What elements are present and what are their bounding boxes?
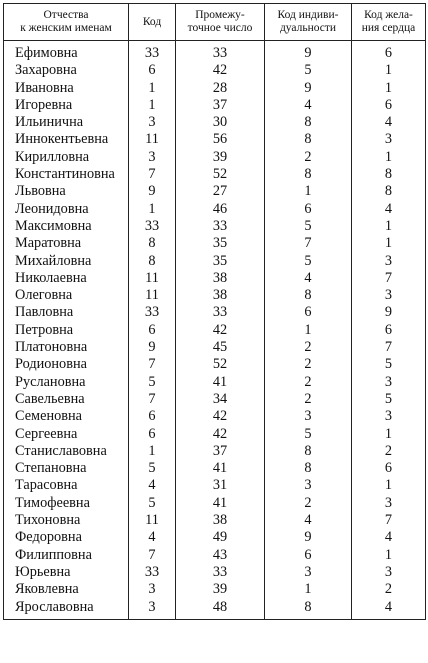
cell-patronymic: Тимофеевна [4, 495, 129, 512]
cell-heart-desire-code: 2 [352, 443, 426, 460]
cell-code: 1 [129, 443, 176, 460]
header-heart-desire-code: Код жела- ния сердца [352, 4, 426, 41]
cell-individuality-code: 4 [265, 270, 352, 287]
cell-heart-desire-code: 1 [352, 426, 426, 443]
cell-patronymic: Максимовна [4, 218, 129, 235]
cell-code: 7 [129, 391, 176, 408]
cell-patronymic: Ярославовна [4, 599, 129, 620]
cell-code: 6 [129, 62, 176, 79]
cell-code: 3 [129, 149, 176, 166]
table-row [4, 529, 426, 546]
cell-code: 1 [129, 201, 176, 218]
cell-intermediate-number: 46 [176, 201, 265, 218]
table-row [4, 166, 426, 183]
table-row [4, 477, 426, 494]
cell-individuality-code: 8 [265, 460, 352, 477]
cell-intermediate-number: 37 [176, 97, 265, 114]
table-row [4, 114, 426, 131]
cell-heart-desire-code: 1 [352, 218, 426, 235]
cell-code: 7 [129, 166, 176, 183]
table-row [4, 495, 426, 512]
patronymic-codes-table [3, 3, 426, 620]
cell-code: 11 [129, 131, 176, 148]
cell-patronymic: Родионовна [4, 356, 129, 373]
cell-intermediate-number: 42 [176, 426, 265, 443]
cell-individuality-code: 6 [265, 547, 352, 564]
cell-heart-desire-code: 1 [352, 149, 426, 166]
cell-code: 4 [129, 529, 176, 546]
header-row [4, 4, 426, 41]
cell-patronymic: Иннокентьевна [4, 131, 129, 148]
table-row [4, 97, 426, 114]
cell-intermediate-number: 41 [176, 374, 265, 391]
cell-individuality-code: 2 [265, 391, 352, 408]
cell-code: 11 [129, 512, 176, 529]
cell-individuality-code: 1 [265, 581, 352, 598]
table-row [4, 80, 426, 97]
cell-intermediate-number: 27 [176, 183, 265, 200]
table-row [4, 512, 426, 529]
cell-patronymic: Тихоновна [4, 512, 129, 529]
cell-code: 9 [129, 339, 176, 356]
cell-code: 1 [129, 80, 176, 97]
cell-patronymic: Савельевна [4, 391, 129, 408]
cell-intermediate-number: 52 [176, 356, 265, 373]
cell-individuality-code: 4 [265, 512, 352, 529]
cell-intermediate-number: 56 [176, 131, 265, 148]
cell-intermediate-number: 42 [176, 62, 265, 79]
cell-patronymic: Федоровна [4, 529, 129, 546]
cell-heart-desire-code: 1 [352, 80, 426, 97]
cell-individuality-code: 6 [265, 304, 352, 321]
cell-patronymic: Леонидовна [4, 201, 129, 218]
cell-intermediate-number: 41 [176, 495, 265, 512]
table-row [4, 235, 426, 252]
cell-code: 33 [129, 304, 176, 321]
cell-individuality-code: 2 [265, 374, 352, 391]
table-row [4, 356, 426, 373]
table-row [4, 547, 426, 564]
cell-heart-desire-code: 3 [352, 131, 426, 148]
table-row [4, 391, 426, 408]
table-row [4, 374, 426, 391]
cell-intermediate-number: 33 [176, 564, 265, 581]
table-row [4, 253, 426, 270]
cell-patronymic: Петровна [4, 322, 129, 339]
cell-patronymic: Львовна [4, 183, 129, 200]
cell-individuality-code: 1 [265, 183, 352, 200]
table-row [4, 41, 426, 63]
cell-code: 6 [129, 426, 176, 443]
table-row [4, 426, 426, 443]
cell-intermediate-number: 42 [176, 322, 265, 339]
cell-code: 9 [129, 183, 176, 200]
cell-code: 6 [129, 322, 176, 339]
cell-heart-desire-code: 6 [352, 41, 426, 63]
cell-intermediate-number: 38 [176, 287, 265, 304]
cell-code: 8 [129, 235, 176, 252]
cell-heart-desire-code: 4 [352, 114, 426, 131]
cell-patronymic: Ивановна [4, 80, 129, 97]
cell-intermediate-number: 43 [176, 547, 265, 564]
cell-heart-desire-code: 2 [352, 581, 426, 598]
cell-individuality-code: 8 [265, 599, 352, 620]
table-row [4, 564, 426, 581]
cell-individuality-code: 5 [265, 426, 352, 443]
cell-intermediate-number: 39 [176, 581, 265, 598]
cell-individuality-code: 8 [265, 114, 352, 131]
cell-intermediate-number: 28 [176, 80, 265, 97]
cell-patronymic: Ильинична [4, 114, 129, 131]
cell-individuality-code: 2 [265, 149, 352, 166]
cell-individuality-code: 8 [265, 131, 352, 148]
cell-individuality-code: 5 [265, 62, 352, 79]
cell-patronymic: Константиновна [4, 166, 129, 183]
cell-intermediate-number: 33 [176, 41, 265, 63]
table-row [4, 201, 426, 218]
cell-heart-desire-code: 3 [352, 564, 426, 581]
cell-heart-desire-code: 8 [352, 183, 426, 200]
cell-code: 11 [129, 270, 176, 287]
cell-heart-desire-code: 7 [352, 270, 426, 287]
cell-intermediate-number: 34 [176, 391, 265, 408]
cell-intermediate-number: 35 [176, 253, 265, 270]
cell-heart-desire-code: 1 [352, 547, 426, 564]
cell-heart-desire-code: 9 [352, 304, 426, 321]
cell-heart-desire-code: 1 [352, 62, 426, 79]
table-row [4, 339, 426, 356]
cell-patronymic: Степановна [4, 460, 129, 477]
cell-intermediate-number: 37 [176, 443, 265, 460]
cell-intermediate-number: 48 [176, 599, 265, 620]
cell-intermediate-number: 45 [176, 339, 265, 356]
cell-heart-desire-code: 3 [352, 253, 426, 270]
cell-intermediate-number: 52 [176, 166, 265, 183]
cell-individuality-code: 5 [265, 253, 352, 270]
cell-heart-desire-code: 4 [352, 599, 426, 620]
table-row [4, 270, 426, 287]
cell-patronymic: Ефимовна [4, 41, 129, 63]
cell-patronymic: Филипповна [4, 547, 129, 564]
cell-code: 5 [129, 374, 176, 391]
cell-individuality-code: 9 [265, 529, 352, 546]
header-individuality-code: Код индиви- дуальности [265, 4, 352, 41]
cell-intermediate-number: 33 [176, 304, 265, 321]
cell-code: 33 [129, 41, 176, 63]
cell-code: 7 [129, 547, 176, 564]
cell-individuality-code: 4 [265, 97, 352, 114]
cell-intermediate-number: 39 [176, 149, 265, 166]
cell-intermediate-number: 38 [176, 270, 265, 287]
cell-heart-desire-code: 4 [352, 201, 426, 218]
table-row [4, 149, 426, 166]
cell-code: 3 [129, 599, 176, 620]
cell-individuality-code: 9 [265, 41, 352, 63]
cell-code: 5 [129, 495, 176, 512]
cell-intermediate-number: 30 [176, 114, 265, 131]
cell-code: 33 [129, 564, 176, 581]
cell-individuality-code: 3 [265, 564, 352, 581]
cell-patronymic: Игоревна [4, 97, 129, 114]
cell-individuality-code: 1 [265, 322, 352, 339]
cell-heart-desire-code: 6 [352, 460, 426, 477]
cell-intermediate-number: 41 [176, 460, 265, 477]
cell-intermediate-number: 38 [176, 512, 265, 529]
cell-patronymic: Тарасовна [4, 477, 129, 494]
cell-code: 8 [129, 253, 176, 270]
cell-heart-desire-code: 3 [352, 408, 426, 425]
cell-heart-desire-code: 3 [352, 287, 426, 304]
cell-heart-desire-code: 4 [352, 529, 426, 546]
cell-intermediate-number: 35 [176, 235, 265, 252]
cell-patronymic: Николаевна [4, 270, 129, 287]
cell-code: 4 [129, 477, 176, 494]
table-row [4, 443, 426, 460]
cell-heart-desire-code: 7 [352, 512, 426, 529]
table-row [4, 62, 426, 79]
cell-code: 3 [129, 114, 176, 131]
table-row [4, 304, 426, 321]
cell-individuality-code: 2 [265, 495, 352, 512]
cell-individuality-code: 7 [265, 235, 352, 252]
cell-patronymic: Олеговна [4, 287, 129, 304]
cell-heart-desire-code: 7 [352, 339, 426, 356]
header-patronymic: Отчества к женским именам [4, 4, 129, 41]
cell-patronymic: Платоновна [4, 339, 129, 356]
cell-code: 11 [129, 287, 176, 304]
cell-individuality-code: 2 [265, 356, 352, 373]
header-code: Код [129, 4, 176, 41]
cell-code: 5 [129, 460, 176, 477]
cell-individuality-code: 8 [265, 166, 352, 183]
cell-heart-desire-code: 6 [352, 322, 426, 339]
cell-heart-desire-code: 5 [352, 391, 426, 408]
cell-patronymic: Станиславовна [4, 443, 129, 460]
cell-individuality-code: 6 [265, 201, 352, 218]
cell-individuality-code: 3 [265, 408, 352, 425]
cell-individuality-code: 3 [265, 477, 352, 494]
cell-intermediate-number: 42 [176, 408, 265, 425]
cell-patronymic: Захаровна [4, 62, 129, 79]
cell-patronymic: Семеновна [4, 408, 129, 425]
cell-code: 7 [129, 356, 176, 373]
cell-heart-desire-code: 3 [352, 374, 426, 391]
cell-patronymic: Кирилловна [4, 149, 129, 166]
table-row [4, 322, 426, 339]
cell-individuality-code: 8 [265, 443, 352, 460]
cell-individuality-code: 2 [265, 339, 352, 356]
cell-individuality-code: 5 [265, 218, 352, 235]
cell-code: 3 [129, 581, 176, 598]
cell-intermediate-number: 33 [176, 218, 265, 235]
table-row [4, 287, 426, 304]
table-row [4, 599, 426, 620]
cell-heart-desire-code: 1 [352, 235, 426, 252]
cell-individuality-code: 8 [265, 287, 352, 304]
table-row [4, 183, 426, 200]
header-intermediate-number: Промежу- точное число [176, 4, 265, 41]
cell-patronymic: Маратовна [4, 235, 129, 252]
cell-heart-desire-code: 1 [352, 477, 426, 494]
cell-intermediate-number: 31 [176, 477, 265, 494]
table-row [4, 581, 426, 598]
cell-heart-desire-code: 8 [352, 166, 426, 183]
cell-patronymic: Михайловна [4, 253, 129, 270]
cell-individuality-code: 9 [265, 80, 352, 97]
cell-patronymic: Сергеевна [4, 426, 129, 443]
cell-code: 33 [129, 218, 176, 235]
table-row [4, 218, 426, 235]
cell-patronymic: Юрьевна [4, 564, 129, 581]
table-row [4, 460, 426, 477]
cell-heart-desire-code: 3 [352, 495, 426, 512]
cell-heart-desire-code: 6 [352, 97, 426, 114]
cell-patronymic: Павловна [4, 304, 129, 321]
cell-heart-desire-code: 5 [352, 356, 426, 373]
cell-code: 1 [129, 97, 176, 114]
cell-patronymic: Руслановна [4, 374, 129, 391]
table-row [4, 408, 426, 425]
cell-code: 6 [129, 408, 176, 425]
cell-patronymic: Яковлевна [4, 581, 129, 598]
table-row [4, 131, 426, 148]
cell-intermediate-number: 49 [176, 529, 265, 546]
